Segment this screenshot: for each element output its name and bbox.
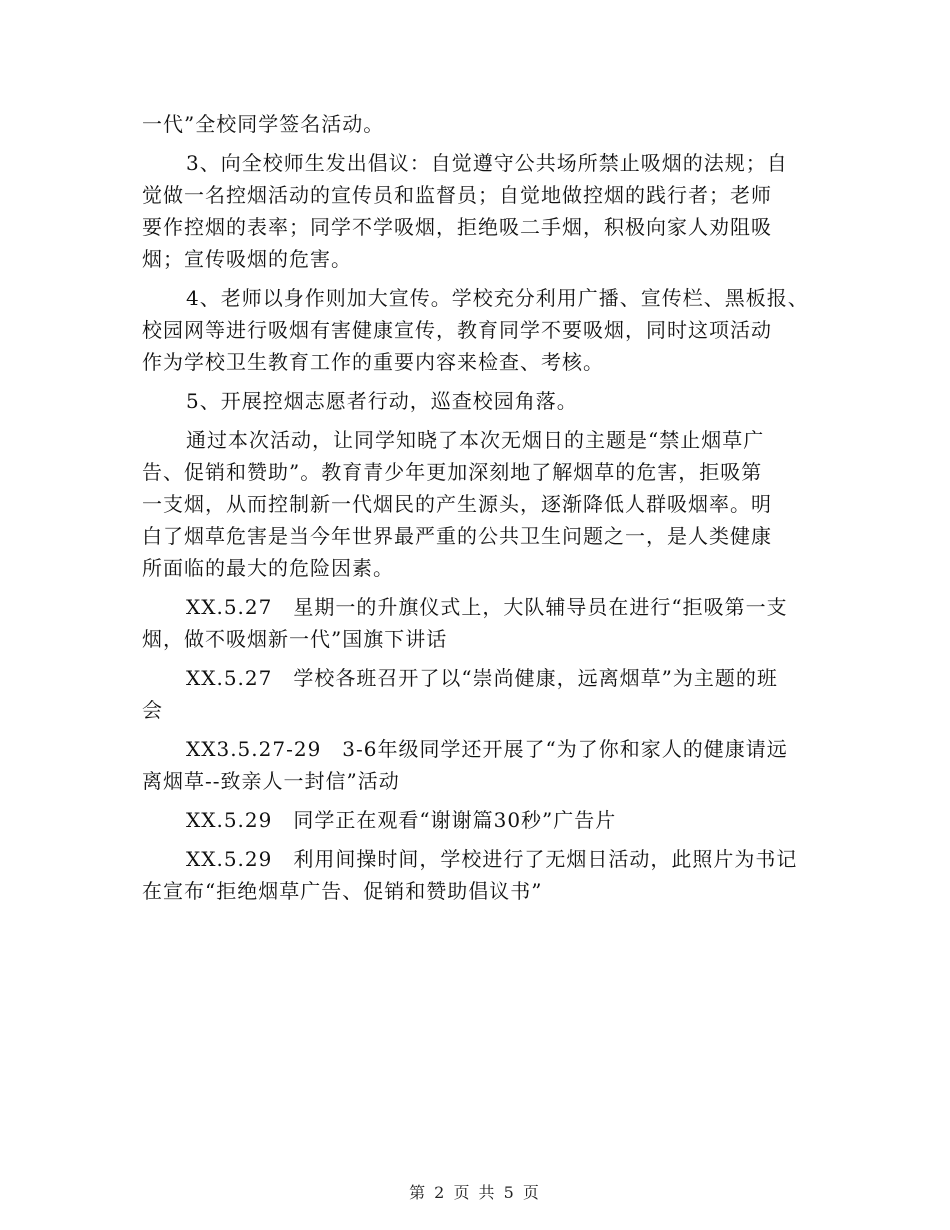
paragraph-gap [142, 836, 822, 843]
text-line: 通过本次活动，让同学知晓了本次无烟日的主题是“禁止烟草广 [186, 428, 765, 452]
paragraph-gap [142, 584, 822, 591]
text-line: XX3.5.27-29 3-6年级同学还开展了“为了你和家人的健康请远 [186, 737, 788, 761]
text-line: 烟；宣传吸烟的危害。 [142, 247, 352, 271]
paragraph-gap [142, 275, 822, 282]
text-line: 5、开展控烟志愿者行动，巡查校园角落。 [186, 389, 578, 413]
text-line: 要作控烟的表率；同学不学吸烟，拒绝吸二手烟，积极向家人劝阻吸 [142, 215, 772, 239]
paragraph-gap [142, 417, 822, 424]
paragraph-gap [142, 140, 822, 147]
text-line: 离烟草--致亲人一封信”活动 [142, 769, 400, 793]
paragraph-gap [142, 726, 822, 733]
text-line: 觉做一名控烟活动的宣传员和监督员；自觉地做控烟的践行者；老师 [142, 183, 772, 207]
text-line: XX.5.27 星期一的升旗仪式上，大队辅导员在进行“拒吸第一支 [186, 595, 788, 619]
text-line: 4、老师以身作则加大宣传。学校充分利用广播、宣传栏、黑板报、 [186, 286, 809, 310]
text-line: XX.5.29 同学正在观看“谢谢篇30秒”广告片 [186, 808, 617, 832]
text-line: XX.5.29 利用间操时间，学校进行了无烟日活动，此照片为书记 [186, 847, 798, 871]
text-line: XX.5.27 学校各班召开了以“崇尚健康，远离烟草”为主题的班 [186, 666, 778, 690]
document-body [142, 108, 822, 907]
text-line: 一代”全校同学签名活动。 [142, 112, 385, 136]
text-line: 烟，做不吸烟新一代”国旗下讲话 [142, 627, 448, 651]
text-line: 3、向全校师生发出倡议：自觉遵守公共场所禁止吸烟的法规；自 [186, 151, 788, 175]
text-line: 会 [142, 698, 163, 722]
text-line: 所面临的最大的危险因素。 [142, 556, 394, 580]
text-line: 校园网等进行吸烟有害健康宣传，教育同学不要吸烟，同时这项活动 [142, 318, 772, 342]
text-line: 告、促销和赞助”。教育青少年更加深刻地了解烟草的危害，拒吸第 [142, 460, 763, 484]
text-line: 白了烟草危害是当今年世界最严重的公共卫生问题之一，是人类健康 [142, 524, 772, 548]
paragraph-gap [142, 378, 822, 385]
paragraph-gap [142, 797, 822, 804]
text-line: 在宣布“拒绝烟草广告、促销和赞助倡议书” [142, 879, 543, 903]
page-number-footer: 第 2 页 共 5 页 [409, 1183, 541, 1202]
text-line: 一支烟，从而控制新一代烟民的产生源头，逐渐降低人群吸烟率。明 [142, 492, 772, 516]
paragraph-gap [142, 655, 822, 662]
text-line: 作为学校卫生教育工作的重要内容来检查、考核。 [142, 350, 604, 374]
